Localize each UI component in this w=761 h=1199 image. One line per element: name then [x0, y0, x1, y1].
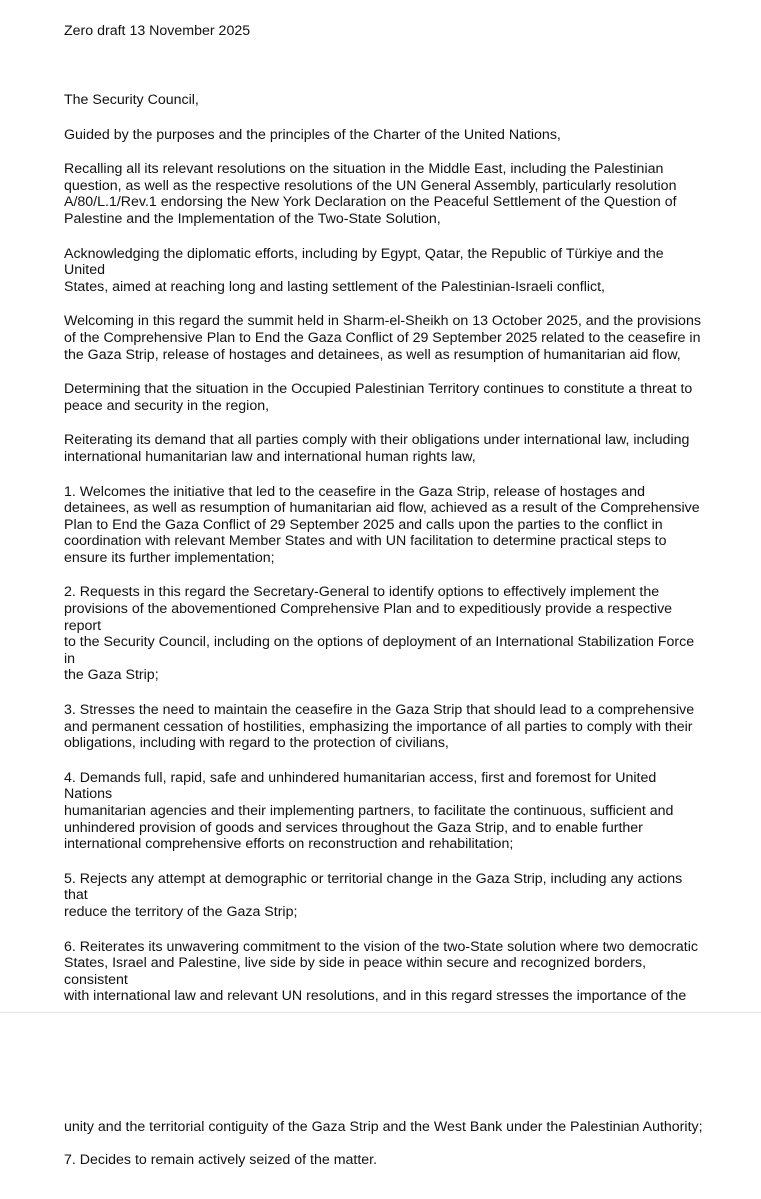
resolution-body: [64, 92, 704, 1023]
operative-paragraph-4: 4. Demands full, rapid, safe and unhindered humanitarian access, first and foremost for United Nations humanitarian agencies and their implementing partners, to facilitate the continuous, sufficient and unhindered provision of goods and services throughout the Gaza Strip, and to enable further international comprehensive efforts on reconstruction and rehabilitation;: [64, 769, 674, 853]
preamble-acknowledging: Acknowledging the diplomatic efforts, including by Egypt, Qatar, the Republic of Türkiye and the United States, aimed at reaching long and lasting settlement of the Palestinian-Israeli conflict,: [64, 245, 664, 295]
preamble-determining: Determining that the situation in the Occupied Palestinian Territory continues to constitute a threat to peace and security in the region,: [64, 381, 693, 414]
operative-paragraph-3: 3. Stresses the need to maintain the ceasefire in the Gaza Strip that should lead to a comprehensive and permanent cessation of hostilities, emphasizing the importance of all parties to comply with their obligations, including with regard to the protection of civilians,: [64, 702, 695, 752]
operative-paragraph-5: 5. Rejects any attempt at demographic or territorial change in the Gaza Strip, including any actions that reduce the territory of the Gaza Strip;: [64, 870, 683, 920]
draft-date-header: Zero draft 13 November 2025: [64, 23, 251, 39]
operative-paragraph-6: 6. Reiterates its unwavering commitment to the vision of the two-State solution where two democratic States, Israel and Palestine, live side by side in peace within secure and recognized borders, consistent with international law and relevant UN resolutions, and in this regard stresses the importance of the: [64, 938, 698, 1005]
operative-paragraph-6-continued: unity and the territorial contiguity of the Gaza Strip and the West Bank under the Palestinian Authority;: [64, 1119, 703, 1135]
preamble-guided: Guided by the purposes and the principles of the Charter of the United Nations,: [64, 126, 561, 143]
operative-paragraph-2: 2. Requests in this regard the Secretary-General to identify options to effectively implement the provisions of the abovementioned Comprehensive Plan and to expeditiously provide a respective report to the Security Council, including on the options of deployment of an International Stabilization Force in the Gaza Strip;: [64, 584, 695, 684]
preamble-opening: The Security Council,: [64, 92, 199, 108]
preamble-reiterating: Reiterating its demand that all parties comply with their obligations under international law, including international humanitarian law and international human rights law,: [64, 432, 690, 465]
preamble-welcoming: Welcoming in this regard the summit held in Sharm-el-Sheikh on 13 October 2025, and the provisions of the Comprehensive Plan to End the Gaza Conflict of 29 September 2025 related to the ceasefire in the Gaza Strip, release of hostages and detainees, as well as resumption of humanitarian aid flow,: [64, 313, 701, 363]
resolution-body-continued: [64, 1119, 724, 1184]
document-page-2: [0, 1013, 761, 1199]
preamble-recalling: Recalling all its relevant resolutions on the situation in the Middle East, including the Palestinian question, as well as the respective resolutions of the UN General Assembly, particularly resolution A/80/L.1/Rev.1 endorsing the New York Declaration on the Peaceful Settlement of the Question of Palestine and the Implementation of the Two-State Solution,: [64, 161, 677, 227]
operative-paragraph-1: 1. Welcomes the initiative that led to the ceasefire in the Gaza Strip, release of hostages and detainees, as well as resumption of humanitarian aid flow, achieved as a result of the Comprehensive Plan to End the Gaza Conflict of 29 September 2025 and calls upon the parties to the conflict in coordination with relevant Member States and with UN facilitation to determine practical steps to ensure its further implementation;: [64, 483, 700, 566]
operative-paragraph-7: 7. Decides to remain actively seized of the matter.: [64, 1151, 378, 1168]
